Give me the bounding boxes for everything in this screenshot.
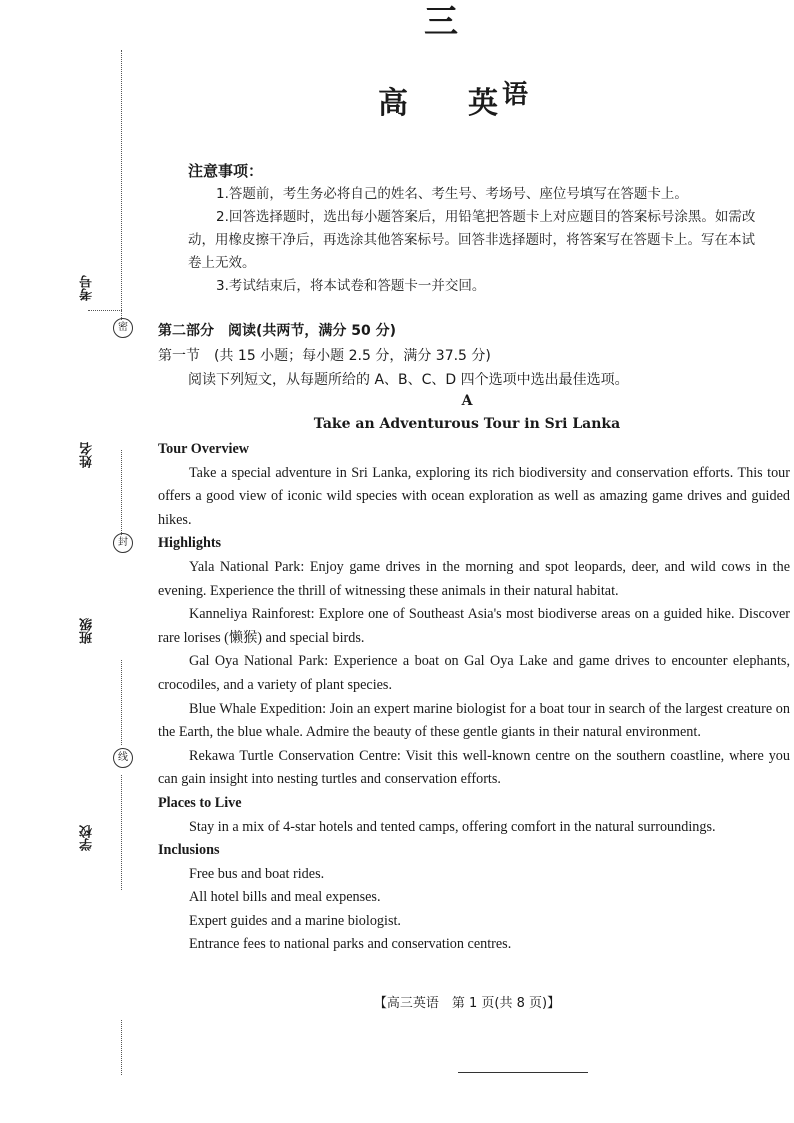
inclusions-heading: Inclusions — [158, 842, 220, 859]
binding-line — [121, 450, 122, 535]
instruction: 阅读下列短文，从每题所给的 A、B、C、D 四个选项中选出最佳选项。 — [188, 372, 629, 388]
subject-char-left: 高 — [378, 86, 410, 121]
subject-char-right — [468, 78, 530, 122]
highlight-item: Gal Oya National Park: Experience a boat on Gal Oya Lake and game drives to encounter elephants, crocodiles, and a variety of plant species. — [158, 653, 790, 693]
binding-line — [121, 775, 122, 890]
name-label: 姓名 — [80, 442, 95, 468]
overview-text: Take a special adventure in Sri Lanka, exploring its rich biodiversity and conservation efforts. This tour offers a good view of iconic wild species with ocean exploration as well as amazing game drives and guided hikes. — [158, 464, 790, 528]
binding-line — [88, 310, 122, 311]
seal-mark-xian: 线 — [113, 748, 133, 768]
binding-line — [121, 50, 122, 320]
notice-body — [188, 183, 768, 298]
places-text: Stay in a mix of 4-star hotels and tented camps, offering comfort in the natural surroundings. — [189, 818, 716, 835]
notice-item-1: 1.答题前，考生务必将自己的姓名、考生号、考场号、座位号填写在答题卡上。 — [216, 186, 688, 202]
overview-heading: Tour Overview — [158, 441, 250, 457]
highlight-item: Yala National Park: Enjoy game drives in the morning and spot leopards, deer, and wild cows in the evening. Experience the thrill of witnessing these animals in their natural habitat. — [158, 558, 790, 599]
subsection-heading: 第一节 (共 15 小题；每小题 2.5 分，满分 37.5 分) — [158, 348, 491, 364]
notice-item-2: 2.回答选择题时，选出每小题答案后，用铅笔把答题卡上对应题目的答案标号涂黑。如需改动，用橡皮擦干净后，再选涂其他答案标号。回答非选择题时，将答案写在答题卡上。写在本试卷上无效。 — [188, 209, 756, 271]
subject-char-sup: 语 — [502, 80, 531, 110]
places-heading: Places to Live — [158, 794, 242, 811]
class-label: 班级 — [80, 618, 95, 644]
highlights-heading: Highlights — [158, 535, 222, 552]
highlight-item: Rekawa Turtle Conservation Centre: Visit this well-known centre on the southern coastline, where you can gain insight into nesting turtles and conservation efforts. — [158, 747, 790, 788]
seal-mark-mi: 密 — [113, 318, 133, 338]
part-heading: 第二部分 阅读(共两节，满分 50 分) — [158, 323, 397, 339]
highlight-item: Blue Whale Expedition: Join an expert marine biologist for a boat tour in search of the largest creature on the Earth, the blue whale. Admire the beauty of these gentle giants in their natural environment. — [158, 700, 790, 741]
page-footer: 【高三英语 第 1 页(共 8 页)】 — [373, 996, 561, 1011]
notice-title: 注意事项： — [188, 162, 264, 180]
subject-char-right-main: 英 — [468, 86, 500, 121]
exam-number-label: 考号 — [80, 275, 95, 301]
binding-line — [121, 660, 122, 745]
passage-title: Take an Adventurous Tour in Sri Lanka — [313, 416, 621, 432]
inclusion-item: Entrance fees to national parks and conservation centres. — [189, 936, 512, 953]
grade-char: 三 — [424, 2, 458, 42]
passage-body — [158, 438, 790, 957]
passage-letter: A — [461, 393, 473, 409]
highlight-item: Kanneliya Rainforest: Explore one of Southeast Asia's most biodiverse areas on a guided hike. Discover rare lorises (懒猴) and special birds. — [158, 606, 790, 646]
seal-mark-feng: 封 — [113, 533, 133, 553]
binding-line — [121, 1020, 122, 1075]
school-label: 学校 — [80, 825, 95, 851]
inclusion-item: All hotel bills and meal expenses. — [189, 889, 381, 906]
footer-rule — [458, 1072, 588, 1073]
inclusion-item: Free bus and boat rides. — [189, 865, 325, 882]
inclusion-item: Expert guides and a marine biologist. — [189, 912, 401, 929]
notice-item-3: 3.考试结束后，将本试卷和答题卡一并交回。 — [216, 278, 486, 294]
